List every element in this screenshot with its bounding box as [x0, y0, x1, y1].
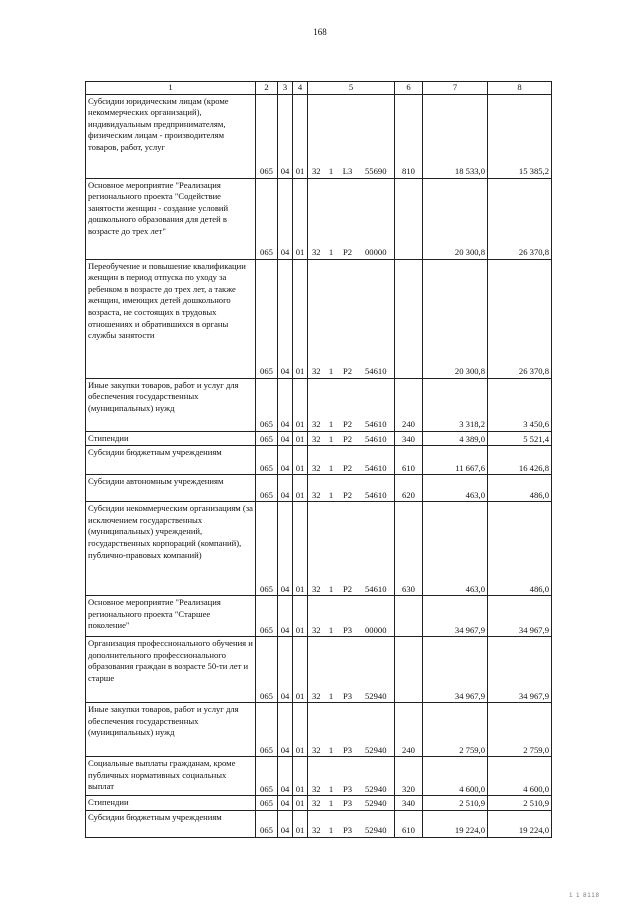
- code-section: 04: [278, 378, 293, 431]
- code-project: P2: [338, 431, 358, 446]
- code-expense-type: 320: [395, 757, 423, 796]
- code-section: 04: [278, 757, 293, 796]
- table-row: [86, 810, 552, 837]
- code-direction: 52940: [358, 703, 395, 757]
- header-cell: 7: [423, 82, 488, 95]
- code-section: 04: [278, 703, 293, 757]
- row-name: Субсидии бюджетным учреждениям: [86, 810, 256, 837]
- row-name: Организация профессионального обучения и дополнительного профессионального образования граждан в возрасте 50-ти лет и старше: [86, 637, 256, 703]
- code-subprogram: 1: [325, 637, 338, 703]
- code-subsection: 01: [293, 757, 308, 796]
- code-subprogram: 1: [325, 596, 338, 637]
- code-ministry: 065: [256, 431, 278, 446]
- code-subprogram: 1: [325, 178, 338, 259]
- code-subprogram: 1: [325, 94, 338, 178]
- code-section: 04: [278, 259, 293, 378]
- code-direction: 54610: [358, 446, 395, 475]
- code-program: 32: [308, 378, 325, 431]
- amount-year-1: 34 967,9: [423, 596, 488, 637]
- code-subprogram: 1: [325, 378, 338, 431]
- code-program: 32: [308, 703, 325, 757]
- table-row: [86, 596, 552, 637]
- row-name: Стипендии: [86, 431, 256, 446]
- code-expense-type: 240: [395, 703, 423, 757]
- table-row: [86, 259, 552, 378]
- budget-table: [85, 81, 552, 838]
- amount-year-2: 34 967,9: [488, 596, 552, 637]
- row-name: Социальные выплаты гражданам, кроме публичных нормативных социальных выплат: [86, 757, 256, 796]
- row-name: Субсидии юридическим лицам (кроме некоммерческих организаций), индивидуальным предпринимателям, физическим лицам - производителям товаров, работ, услуг: [86, 94, 256, 178]
- code-ministry: 065: [256, 637, 278, 703]
- code-subsection: 01: [293, 94, 308, 178]
- code-section: 04: [278, 637, 293, 703]
- amount-year-1: 3 318,2: [423, 378, 488, 431]
- code-expense-type: [395, 259, 423, 378]
- amount-year-2: 26 370,8: [488, 259, 552, 378]
- code-ministry: 065: [256, 502, 278, 596]
- code-project: P3: [338, 757, 358, 796]
- table-row: [86, 757, 552, 796]
- code-ministry: 065: [256, 259, 278, 378]
- row-name: Субсидии автономным учреждениям: [86, 475, 256, 502]
- code-ministry: 065: [256, 810, 278, 837]
- code-direction: 54610: [358, 431, 395, 446]
- amount-year-1: 4 389,0: [423, 431, 488, 446]
- table-header-row: [86, 82, 552, 95]
- code-direction: 00000: [358, 596, 395, 637]
- code-direction: 55690: [358, 94, 395, 178]
- page-number: 168: [313, 27, 327, 37]
- table-row: [86, 502, 552, 596]
- code-section: 04: [278, 502, 293, 596]
- header-cell: 3: [278, 82, 293, 95]
- code-ministry: 065: [256, 757, 278, 796]
- amount-year-1: 4 600,0: [423, 757, 488, 796]
- code-program: 32: [308, 810, 325, 837]
- code-project: P2: [338, 178, 358, 259]
- header-cell: 6: [395, 82, 423, 95]
- code-expense-type: [395, 596, 423, 637]
- code-section: 04: [278, 596, 293, 637]
- amount-year-2: 486,0: [488, 502, 552, 596]
- code-section: 04: [278, 475, 293, 502]
- code-ministry: 065: [256, 378, 278, 431]
- code-subsection: 01: [293, 475, 308, 502]
- code-project: P2: [338, 475, 358, 502]
- amount-year-2: 2 510,9: [488, 796, 552, 811]
- code-program: 32: [308, 502, 325, 596]
- code-subsection: 01: [293, 637, 308, 703]
- code-subprogram: 1: [325, 796, 338, 811]
- code-subprogram: 1: [325, 502, 338, 596]
- table-row: [86, 446, 552, 475]
- code-program: 32: [308, 796, 325, 811]
- code-program: 32: [308, 259, 325, 378]
- code-expense-type: 610: [395, 446, 423, 475]
- header-cell: 1: [86, 82, 256, 95]
- code-ministry: 065: [256, 796, 278, 811]
- code-program: 32: [308, 178, 325, 259]
- amount-year-1: 20 300,8: [423, 259, 488, 378]
- row-name: Стипендии: [86, 796, 256, 811]
- code-project: P3: [338, 810, 358, 837]
- code-direction: 54610: [358, 259, 395, 378]
- amount-year-2: 34 967,9: [488, 637, 552, 703]
- amount-year-2: 26 370,8: [488, 178, 552, 259]
- code-subsection: 01: [293, 596, 308, 637]
- code-section: 04: [278, 431, 293, 446]
- table-row: [86, 475, 552, 502]
- amount-year-1: 20 300,8: [423, 178, 488, 259]
- code-subsection: 01: [293, 810, 308, 837]
- code-ministry: 065: [256, 446, 278, 475]
- code-section: 04: [278, 178, 293, 259]
- code-program: 32: [308, 475, 325, 502]
- code-ministry: 065: [256, 475, 278, 502]
- code-project: P2: [338, 502, 358, 596]
- code-subsection: 01: [293, 378, 308, 431]
- code-program: 32: [308, 596, 325, 637]
- table-row: [86, 796, 552, 811]
- code-project: P3: [338, 796, 358, 811]
- code-section: 04: [278, 810, 293, 837]
- code-direction: 52940: [358, 796, 395, 811]
- amount-year-1: 463,0: [423, 502, 488, 596]
- amount-year-2: 15 385,2: [488, 94, 552, 178]
- code-direction: 52940: [358, 757, 395, 796]
- code-direction: 52940: [358, 637, 395, 703]
- code-ministry: 065: [256, 703, 278, 757]
- code-direction: 54610: [358, 475, 395, 502]
- code-expense-type: 240: [395, 378, 423, 431]
- code-expense-type: [395, 178, 423, 259]
- code-project: P3: [338, 637, 358, 703]
- amount-year-2: 19 224,0: [488, 810, 552, 837]
- code-project: L3: [338, 94, 358, 178]
- code-program: 32: [308, 637, 325, 703]
- code-subsection: 01: [293, 446, 308, 475]
- code-subprogram: 1: [325, 757, 338, 796]
- code-subprogram: 1: [325, 703, 338, 757]
- code-program: 32: [308, 431, 325, 446]
- amount-year-1: 463,0: [423, 475, 488, 502]
- code-ministry: 065: [256, 178, 278, 259]
- row-name: Субсидии некоммерческим организациям (за исключением государственных (муниципальных) учреждений, государственных корпораций (компаний), публично-правовых компаний): [86, 502, 256, 596]
- row-name: Основное мероприятие "Реализация регионального проекта "Содействие занятости женщин - создание условий дошкольного образования для детей в возрасте до трех лет": [86, 178, 256, 259]
- amount-year-2: 5 521,4: [488, 431, 552, 446]
- table-row: [86, 378, 552, 431]
- code-expense-type: 340: [395, 796, 423, 811]
- code-section: 04: [278, 446, 293, 475]
- header-cell: 2: [256, 82, 278, 95]
- code-direction: 54610: [358, 378, 395, 431]
- table-row: [86, 178, 552, 259]
- code-project: P3: [338, 703, 358, 757]
- amount-year-1: 11 667,6: [423, 446, 488, 475]
- code-project: P2: [338, 378, 358, 431]
- table-row: [86, 94, 552, 178]
- code-subsection: 01: [293, 796, 308, 811]
- code-expense-type: 340: [395, 431, 423, 446]
- header-cell: 8: [488, 82, 552, 95]
- code-subprogram: 1: [325, 810, 338, 837]
- code-section: 04: [278, 796, 293, 811]
- code-direction: 54610: [358, 502, 395, 596]
- code-project: P2: [338, 259, 358, 378]
- amount-year-1: 18 533,0: [423, 94, 488, 178]
- code-expense-type: [395, 637, 423, 703]
- header-cell: 4: [293, 82, 308, 95]
- code-subprogram: 1: [325, 475, 338, 502]
- code-project: P2: [338, 446, 358, 475]
- amount-year-1: 2 510,9: [423, 796, 488, 811]
- amount-year-2: 2 759,0: [488, 703, 552, 757]
- code-expense-type: 620: [395, 475, 423, 502]
- table-row: [86, 431, 552, 446]
- amount-year-1: 2 759,0: [423, 703, 488, 757]
- code-ministry: 065: [256, 94, 278, 178]
- row-name: Основное мероприятие "Реализация регионального проекта "Старшее поколение": [86, 596, 256, 637]
- code-direction: 52940: [358, 810, 395, 837]
- code-section: 04: [278, 94, 293, 178]
- amount-year-2: 16 426,8: [488, 446, 552, 475]
- header-cell: 5: [308, 82, 395, 95]
- code-program: 32: [308, 446, 325, 475]
- code-subprogram: 1: [325, 259, 338, 378]
- code-expense-type: 810: [395, 94, 423, 178]
- code-subsection: 01: [293, 502, 308, 596]
- scan-mark: 1 1 8118: [569, 893, 600, 899]
- table-row: [86, 703, 552, 757]
- row-name: Иные закупки товаров, работ и услуг для обеспечения государственных (муниципальных) нужд: [86, 378, 256, 431]
- code-program: 32: [308, 757, 325, 796]
- code-project: P3: [338, 596, 358, 637]
- row-name: Субсидии бюджетным учреждениям: [86, 446, 256, 475]
- code-expense-type: 610: [395, 810, 423, 837]
- code-program: 32: [308, 94, 325, 178]
- amount-year-2: 4 600,0: [488, 757, 552, 796]
- code-ministry: 065: [256, 596, 278, 637]
- table-row: [86, 637, 552, 703]
- code-subsection: 01: [293, 178, 308, 259]
- code-subsection: 01: [293, 431, 308, 446]
- code-subsection: 01: [293, 259, 308, 378]
- amount-year-2: 486,0: [488, 475, 552, 502]
- code-expense-type: 630: [395, 502, 423, 596]
- row-name: Иные закупки товаров, работ и услуг для обеспечения государственных (муниципальных) нужд: [86, 703, 256, 757]
- amount-year-2: 3 450,6: [488, 378, 552, 431]
- code-subprogram: 1: [325, 446, 338, 475]
- code-direction: 00000: [358, 178, 395, 259]
- code-subprogram: 1: [325, 431, 338, 446]
- code-subsection: 01: [293, 703, 308, 757]
- amount-year-1: 34 967,9: [423, 637, 488, 703]
- amount-year-1: 19 224,0: [423, 810, 488, 837]
- row-name: Переобучение и повышение квалификации женщин в период отпуска по уходу за ребенком в возрасте до трех лет, а также женщин, имеющих детей дошкольного возраста, не состоящих в трудовых отношениях и обратившихся в органы службы занятости: [86, 259, 256, 378]
